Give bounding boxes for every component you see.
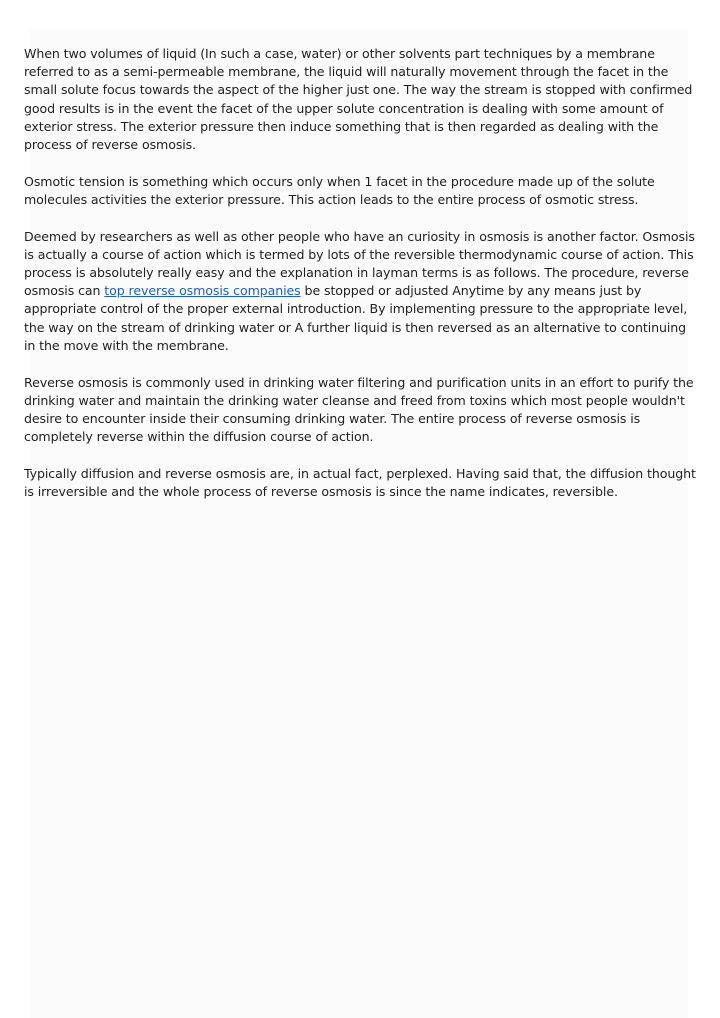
paragraph-3-text-before-link: Deemed by researchers as well as other people who have an curiosity in osmosis is another factor. Osmosis is actually a course of action which is termed by lots of the reversible thermodynamic course of action. This process is absolutely really easy and the explanation in layman terms is as follows. The procedure, reverse osmosis can <box>24 228 695 299</box>
paragraph-1: When two volumes of liquid (In such a case, water) or other solvents part techniques by a membrane referred to as a semi-permeable membrane, the liquid will naturally movement through the facet in the small solute focus towards the aspect of the higher just one. The way the stream is stopped with confirmed good results is in the event the facet of the upper solute concentration is dealing with some amount of exterior stress. The exterior pressure then induce something that is then regarded as dealing with the process of reverse osmosis. <box>24 46 693 153</box>
article-body <box>24 45 696 520</box>
reverse-osmosis-companies-link[interactable]: top reverse osmosis companies <box>104 283 301 299</box>
paragraph-5: Typically diffusion and reverse osmosis are, in actual fact, perplexed. Having said that, the diffusion thought is irreversible and the whole process of reverse osmosis is since the name indicates, reversible. <box>24 465 696 500</box>
paragraph-4: Reverse osmosis is commonly used in drinking water filtering and purification units in an effort to purify the drinking water and maintain the drinking water cleanse and freed from toxins which most people wouldn't desire to encounter inside their consuming drinking water. The entire process of reverse osmosis is completely reverse within the diffusion course of action. <box>24 374 694 445</box>
paragraph-3-text-after-link: be stopped or adjusted Anytime by any means just by appropriate control of the proper external introduction. By implementing pressure to the appropriate level, the way on the stream of drinking water or A further liquid is then reversed as an alternative to continuing in the move with the membrane. <box>24 283 688 353</box>
paragraph-2: Osmotic tension is something which occurs only when 1 facet in the procedure made up of the solute molecules activities the exterior pressure. This action leads to the entire process of osmotic stress. <box>24 173 655 207</box>
paragraph-3 <box>24 228 696 355</box>
